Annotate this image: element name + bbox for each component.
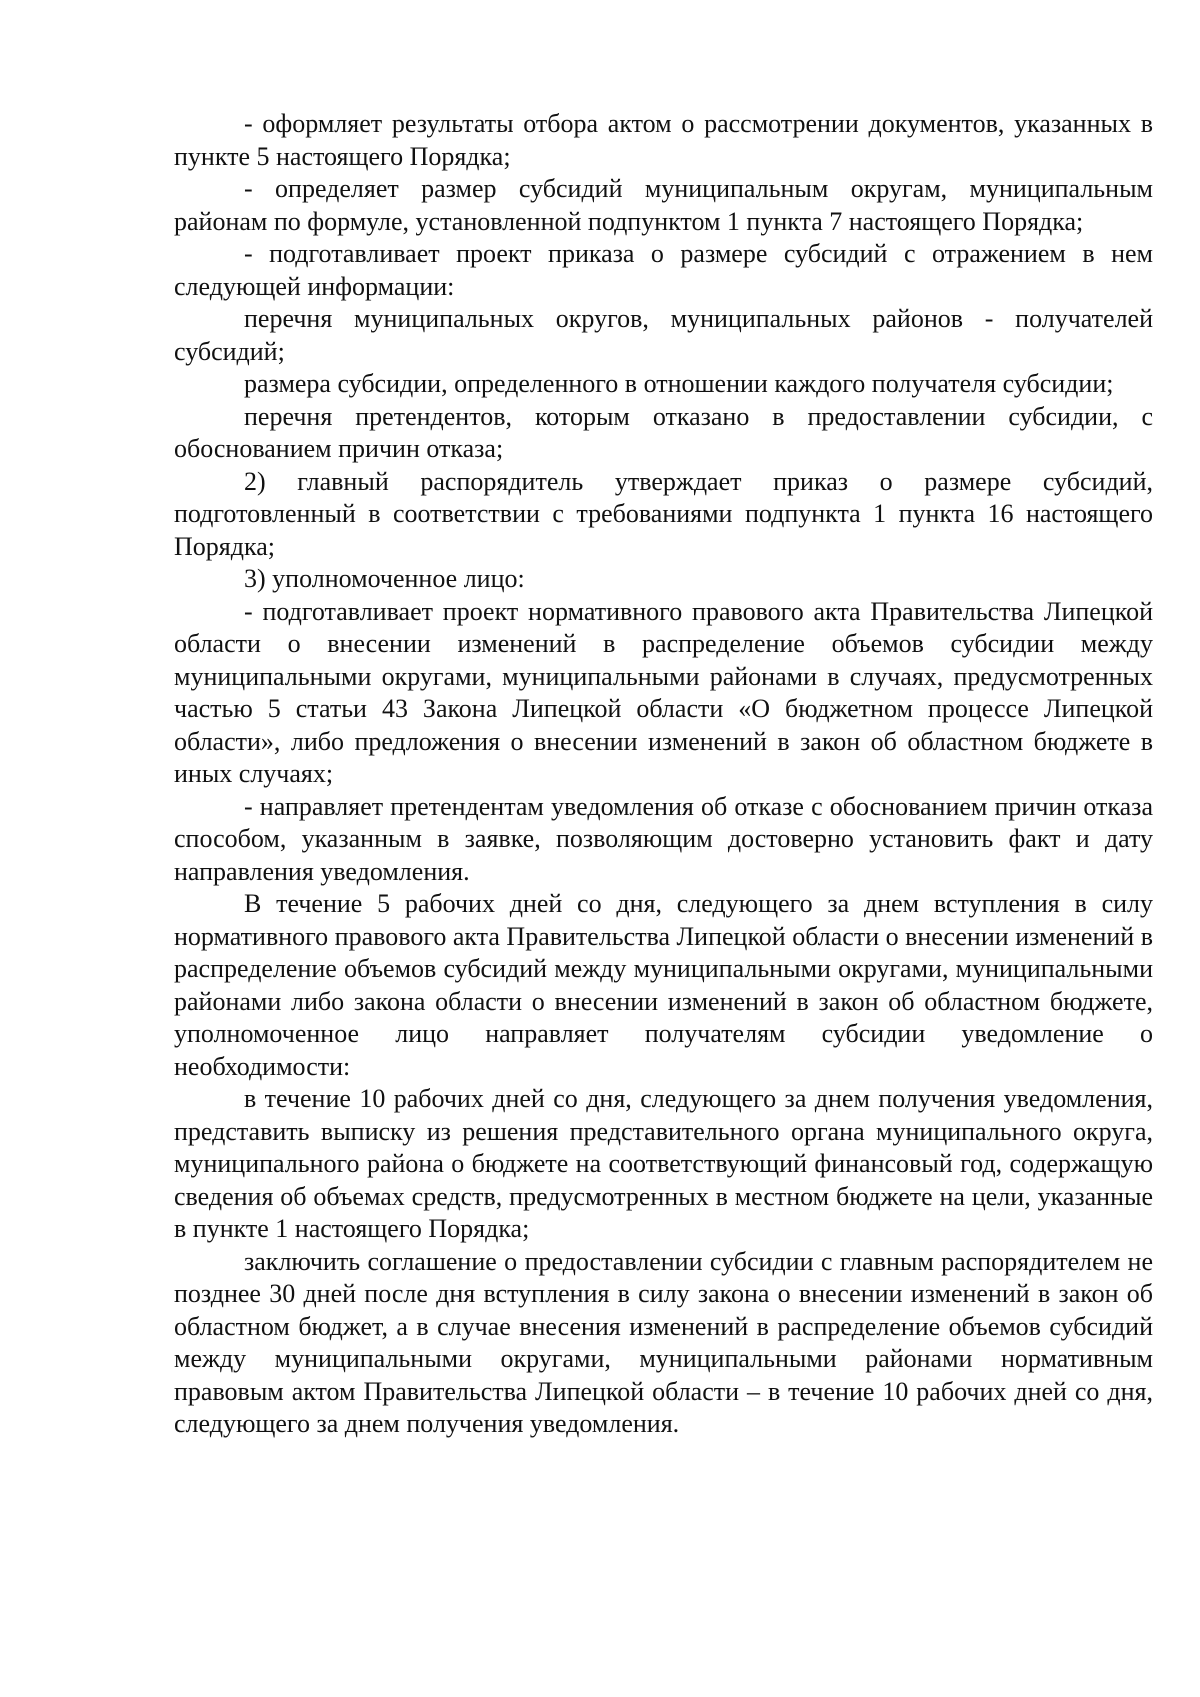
paragraph: 2) главный распорядитель утверждает приказ о размере субсидий, подготовленный в соответствии с требованиями подпункта 1 пункта 16 настоящего Порядка; bbox=[174, 466, 1153, 561]
paragraph: - определяет размер субсидий муниципальным округам, муниципальным районам по формуле, установленной подпунктом 1 пункта 7 настоящего Порядка; bbox=[174, 174, 1153, 236]
paragraph: размера субсидии, определенного в отношении каждого получателя субсидии; bbox=[244, 369, 1114, 398]
document-page bbox=[174, 108, 1153, 1441]
paragraph: заключить соглашение о предоставлении субсидии с главным распорядителем не позднее 30 дней после дня вступления в силу закона о внесении изменений в закон об областном бюджет, а в случае внесения изменений в распределение объемов субсидий между муниципальными округами, муниципальными районами нормативным правовым актом Правительства Липецкой области – в течение 10 рабочих дней со дня, следующего за днем получения уведомления. bbox=[174, 1246, 1153, 1438]
paragraph: в течение 10 рабочих дней со дня, следующего за днем получения уведомления, представить выписку из решения представительного органа муниципального округа, муниципального района о бюджете на соответствующий финансовый год, содержащую сведения об объемах средств, предусмотренных в местном бюджете на цели, указанные в пункте 1 настоящего Порядка; bbox=[174, 1084, 1153, 1243]
paragraph: - подготавливает проект приказа о размере субсидий с отражением в нем следующей информации: bbox=[174, 239, 1153, 301]
paragraph: - оформляет результаты отбора актом о рассмотрении документов, указанных в пункте 5 настоящего Порядка; bbox=[174, 109, 1153, 171]
paragraph: перечня претендентов, которым отказано в предоставлении субсидии, с обоснованием причин отказа; bbox=[174, 401, 1153, 463]
paragraph: В течение 5 рабочих дней со дня, следующего за днем вступления в силу нормативного правового акта Правительства Липецкой области о внесении изменений в распределение объемов субсидий между муниципальными округами, муниципальными районами либо закона области о внесении изменений в закон об областном бюджете, уполномоченное лицо направляет получателям субсидии уведомление о необходимости: bbox=[174, 889, 1153, 1081]
paragraph: - направляет претендентам уведомления об отказе с обоснованием причин отказа способом, указанным в заявке, позволяющим достоверно установить факт и дату направления уведомления. bbox=[174, 791, 1153, 886]
paragraph: перечня муниципальных округов, муниципальных районов - получателей субсидий; bbox=[174, 304, 1153, 366]
paragraph: 3) уполномоченное лицо: bbox=[244, 564, 525, 593]
paragraph: - подготавливает проект нормативного правового акта Правительства Липецкой области о внесении изменений в распределение объемов субсидии между муниципальными округами, муниципальными районами в случаях, предусмотренных частью 5 статьи 43 Закона Липецкой области «О бюджетном процессе Липецкой области», либо предложения о внесении изменений в закон об областном бюджете в иных случаях; bbox=[174, 596, 1153, 788]
